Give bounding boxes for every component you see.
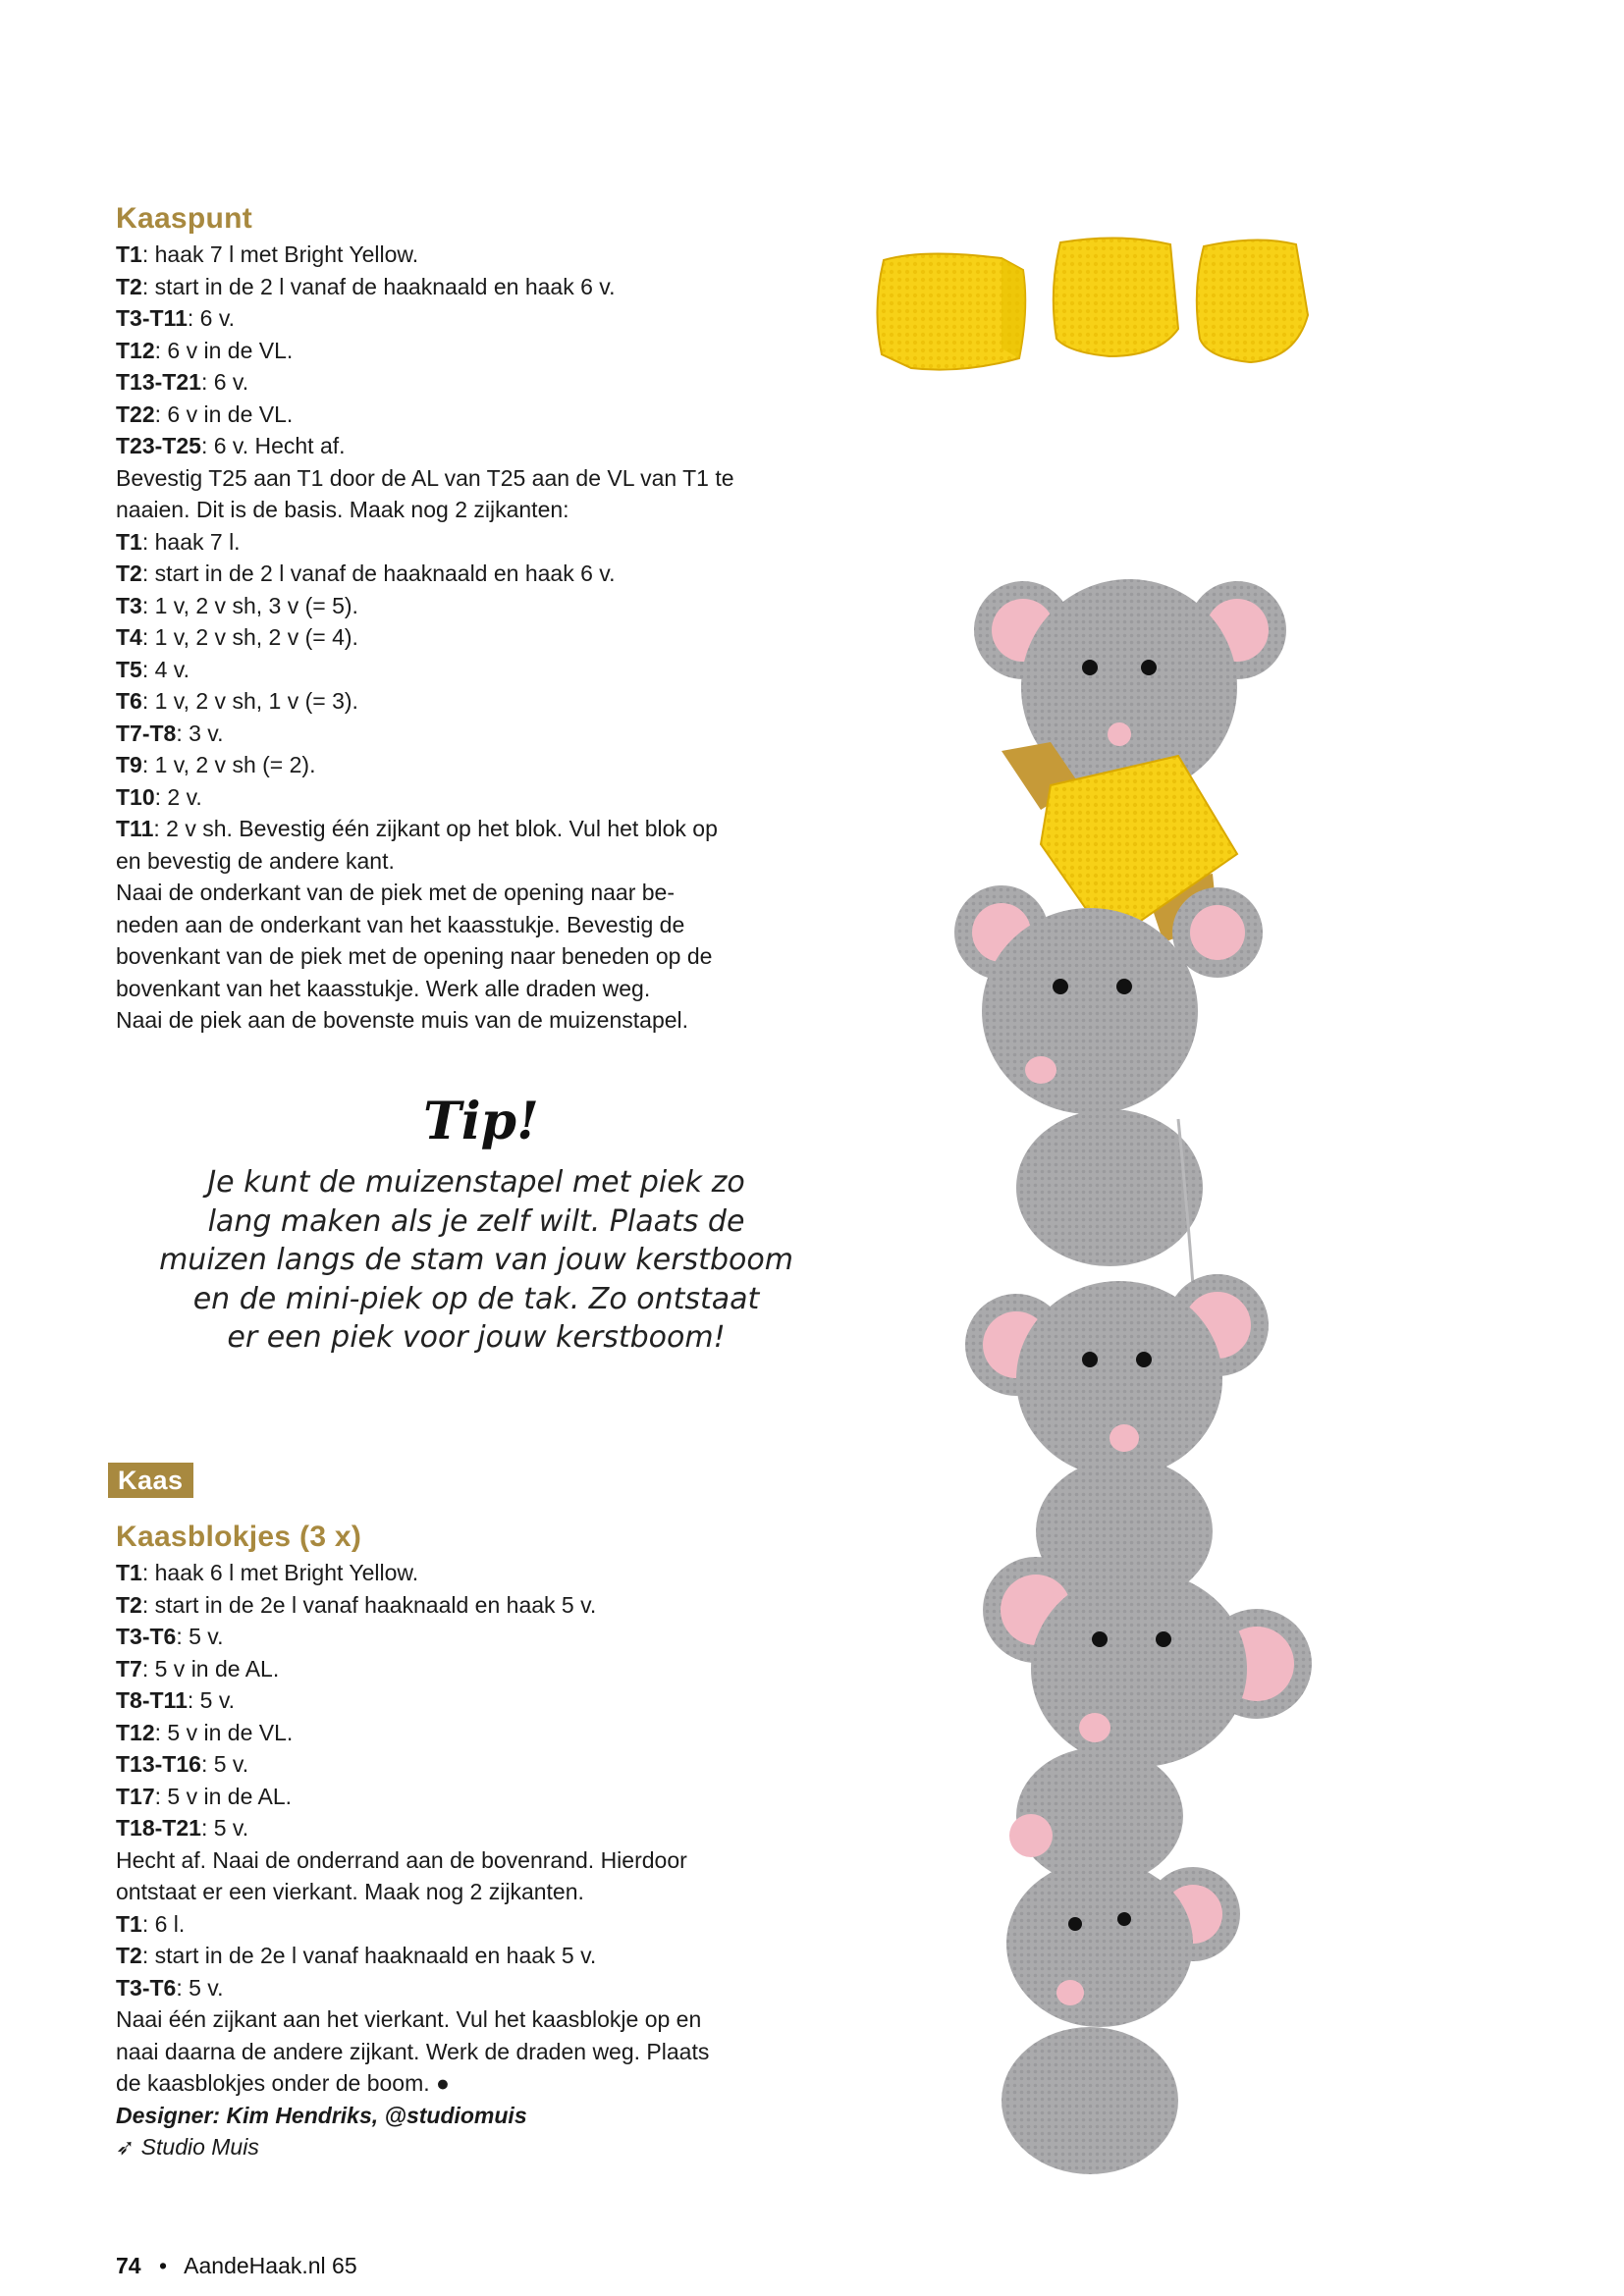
instruction-row <box>116 430 793 462</box>
magazine-issue: AandeHaak.nl 65 <box>184 2253 357 2278</box>
round-label: T2 <box>116 561 142 586</box>
round-label: T2 <box>116 273 142 299</box>
cheese-cube-2 <box>1054 238 1178 356</box>
instruction-row <box>116 781 793 814</box>
paragraph-line: bovenkant van de piek met de opening naar beneden op de <box>116 943 713 969</box>
kaaspunt-paragraph-1 <box>116 462 793 526</box>
round-instruction: : 6 v. <box>200 369 249 395</box>
kaasblokjes-paragraph-1 <box>116 1844 793 1908</box>
kaasblokjes-section <box>116 1520 793 2163</box>
instruction-row <box>116 1812 793 1844</box>
instruction-row <box>116 526 793 559</box>
instruction-row <box>116 1748 793 1781</box>
round-instruction: : 5 v. <box>200 1815 249 1841</box>
tip-line: er een piek voor jouw kerstboom! <box>227 1320 726 1355</box>
round-instruction: : 5 v. <box>176 1624 224 1649</box>
round-instruction: : 3 v. <box>176 720 224 746</box>
paragraph-line: Naai de onderkant van de piek met de opening naar be- <box>116 880 676 905</box>
round-label: T1 <box>116 1910 142 1937</box>
round-label: T8-T11 <box>116 1687 188 1713</box>
paragraph-line: de kaasblokjes onder de boom. ● <box>116 2070 450 2096</box>
round-instruction: : 1 v, 2 v sh (= 2). <box>141 752 316 777</box>
round-instruction: : start in de 2 l vanaf de haaknaald en haak 6 v. <box>141 273 616 299</box>
round-label: T11 <box>116 816 154 841</box>
round-instruction: : 5 v. <box>187 1687 236 1713</box>
tip-line: Je kunt de muizenstapel met piek zo <box>207 1165 745 1200</box>
tip-body <box>128 1163 825 1358</box>
instruction-row <box>116 1781 793 1813</box>
kaasblokjes-rows-2 <box>116 1908 793 2004</box>
page-footer <box>116 2253 357 2279</box>
instruction-row <box>116 685 793 718</box>
round-instruction: : haak 7 l. <box>141 528 241 555</box>
mouse-body-4 <box>1001 2027 1178 2174</box>
paragraph-line: Bevestig T25 aan T1 door de AL van T25 aan de VL van T1 te <box>116 464 734 491</box>
round-instruction: : 1 v, 2 v sh, 2 v (= 4). <box>141 624 358 650</box>
cheese-cube-1 <box>877 253 1025 369</box>
paragraph-line: ontstaat er een vierkant. Maak nog 2 zijkanten. <box>116 1879 584 1904</box>
footer-separator: • <box>158 2253 168 2278</box>
round-label: T5 <box>116 656 142 682</box>
round-instruction: : 6 v. Hecht af. <box>200 433 346 458</box>
instruction-row <box>116 558 793 590</box>
instruction-row <box>116 621 793 654</box>
round-label: T17 <box>116 1783 155 1809</box>
tip-line: muizen langs de stam van jouw kerstboom <box>159 1243 793 1277</box>
round-instruction: : start in de 2e l vanaf haaknaald en haak 5 v. <box>141 1943 597 1968</box>
round-instruction: : haak 7 l met Bright Yellow. <box>141 241 419 267</box>
instruction-row <box>116 1653 793 1685</box>
round-instruction: : 6 v. <box>187 305 236 331</box>
instruction-row <box>116 1621 793 1653</box>
kaaspunt-rows <box>116 239 793 462</box>
instruction-row <box>116 335 793 367</box>
round-label: T1 <box>116 1560 142 1585</box>
instruction-row <box>116 1684 793 1717</box>
designer-credit: Designer: Kim Hendriks, @studiomuis <box>116 2102 527 2128</box>
kaaspunt-heading: Kaaspunt <box>116 202 253 235</box>
paragraph-line: Naai één zijkant aan het vierkant. Vul het kaasblokje op en <box>116 2006 702 2032</box>
round-instruction: : 5 v. <box>176 1974 224 2001</box>
paragraph-line: naai daarna de andere zijkant. Werk de draden weg. Plaats <box>116 2038 710 2064</box>
photo-credit-text: Studio Muis <box>140 2134 259 2160</box>
instruction-row <box>116 590 793 622</box>
paragraph-line: Hecht af. Naai de onderrand aan de bovenrand. Hierdoor <box>116 1846 687 1873</box>
photo-credit <box>116 2131 793 2163</box>
kaas-section-badge: Kaas <box>108 1463 193 1498</box>
round-label: T1 <box>116 241 142 267</box>
kaasblokjes-paragraph-2 <box>116 2003 793 2100</box>
instruction-row <box>116 302 793 335</box>
round-label: T10 <box>116 783 155 810</box>
kaaspunt-rows-2 <box>116 526 793 845</box>
round-instruction: : 6 l. <box>141 1910 186 1937</box>
instruction-row <box>116 1908 793 1941</box>
instruction-row <box>116 813 793 845</box>
round-instruction: : 6 v in de VL. <box>154 337 294 363</box>
mouse-stack-photo <box>943 550 1394 2218</box>
instruction-row <box>116 1717 793 1749</box>
camera-icon: ➶ <box>116 2134 141 2160</box>
mouse-body-1 <box>1016 1109 1203 1286</box>
round-instruction: : 6 v in de VL. <box>154 400 294 427</box>
round-instruction: : 1 v, 2 v sh, 3 v (= 5). <box>141 592 358 618</box>
round-instruction: : start in de 2e l vanaf haaknaald en haak 5 v. <box>141 1591 597 1618</box>
round-label: T2 <box>116 1591 142 1618</box>
round-instruction: : start in de 2 l vanaf de haaknaald en haak 6 v. <box>141 561 616 586</box>
instruction-row <box>116 271 793 303</box>
round-label: T3-T6 <box>116 1974 177 2001</box>
tip-line: en de mini-piek op de tak. Zo ontstaat <box>192 1281 760 1316</box>
round-label: T9 <box>116 752 142 777</box>
page-number: 74 <box>116 2253 141 2278</box>
round-instruction: : 1 v, 2 v sh, 1 v (= 3). <box>141 688 358 714</box>
instruction-row <box>116 718 793 750</box>
round-label: T18-T21 <box>116 1815 201 1841</box>
tip-title: Tip! <box>423 1092 539 1151</box>
instruction-row <box>116 239 793 271</box>
round-label: T3 <box>116 592 142 618</box>
paragraph-line: en bevestig de andere kant. <box>116 847 395 874</box>
round-instruction: : 5 v in de AL. <box>154 1783 293 1809</box>
round-label: T1 <box>116 528 142 555</box>
kaaspunt-section <box>116 201 793 1037</box>
round-instruction: : 2 v sh. Bevestig één zijkant op het blok. Vul het blok op <box>153 816 718 841</box>
paragraph-line: bovenkant van het kaasstukje. Werk alle draden weg. <box>116 975 651 1001</box>
round-instruction: : 5 v in de VL. <box>154 1719 294 1745</box>
round-instruction: : 4 v. <box>141 656 189 682</box>
round-instruction: : 2 v. <box>154 783 202 810</box>
round-label: T3-T11 <box>116 305 188 331</box>
cheese-cube-3 <box>1197 240 1308 362</box>
kaaspunt-paragraph-2 <box>116 845 793 1037</box>
paragraph-line: naaien. Dit is de basis. Maak nog 2 zijkanten: <box>116 497 569 522</box>
instruction-row <box>116 654 793 686</box>
paragraph-line: neden aan de onderkant van het kaasstukje. Bevestig de <box>116 911 685 937</box>
instruction-row <box>116 366 793 399</box>
round-label: T4 <box>116 624 142 650</box>
round-label: T3-T6 <box>116 1624 177 1649</box>
kaasblokjes-rows <box>116 1557 793 1844</box>
round-label: T12 <box>116 1719 155 1745</box>
instruction-row <box>116 1589 793 1622</box>
instruction-row <box>116 1940 793 1972</box>
instruction-row <box>116 1972 793 2004</box>
instruction-row <box>116 1557 793 1589</box>
round-label: T7 <box>116 1655 142 1682</box>
instruction-row <box>116 399 793 431</box>
round-label: T13-T16 <box>116 1751 201 1777</box>
round-label: T2 <box>116 1943 142 1968</box>
round-instruction: : 5 v. <box>200 1751 249 1777</box>
mouse-5 <box>1006 1860 1240 2027</box>
mouse-2 <box>954 885 1263 1114</box>
round-label: T13-T21 <box>116 369 201 395</box>
round-label: T23-T25 <box>116 433 201 458</box>
cheese-cubes-photo <box>864 221 1375 378</box>
round-label: T12 <box>116 337 155 363</box>
round-instruction: : 5 v in de AL. <box>141 1655 280 1682</box>
round-instruction: : haak 6 l met Bright Yellow. <box>141 1560 419 1585</box>
mouse-4 <box>983 1557 1312 1767</box>
round-label: T7-T8 <box>116 720 177 746</box>
instruction-row <box>116 749 793 781</box>
mouse-3 <box>965 1274 1269 1477</box>
round-label: T6 <box>116 688 142 714</box>
tip-line: lang maken als je zelf wilt. Plaats de <box>207 1203 745 1239</box>
paragraph-line: Naai de piek aan de bovenste muis van de muizenstapel. <box>116 1007 689 1033</box>
kaasblokjes-heading: Kaasblokjes (3 x) <box>116 1521 362 1553</box>
round-label: T22 <box>116 400 155 427</box>
